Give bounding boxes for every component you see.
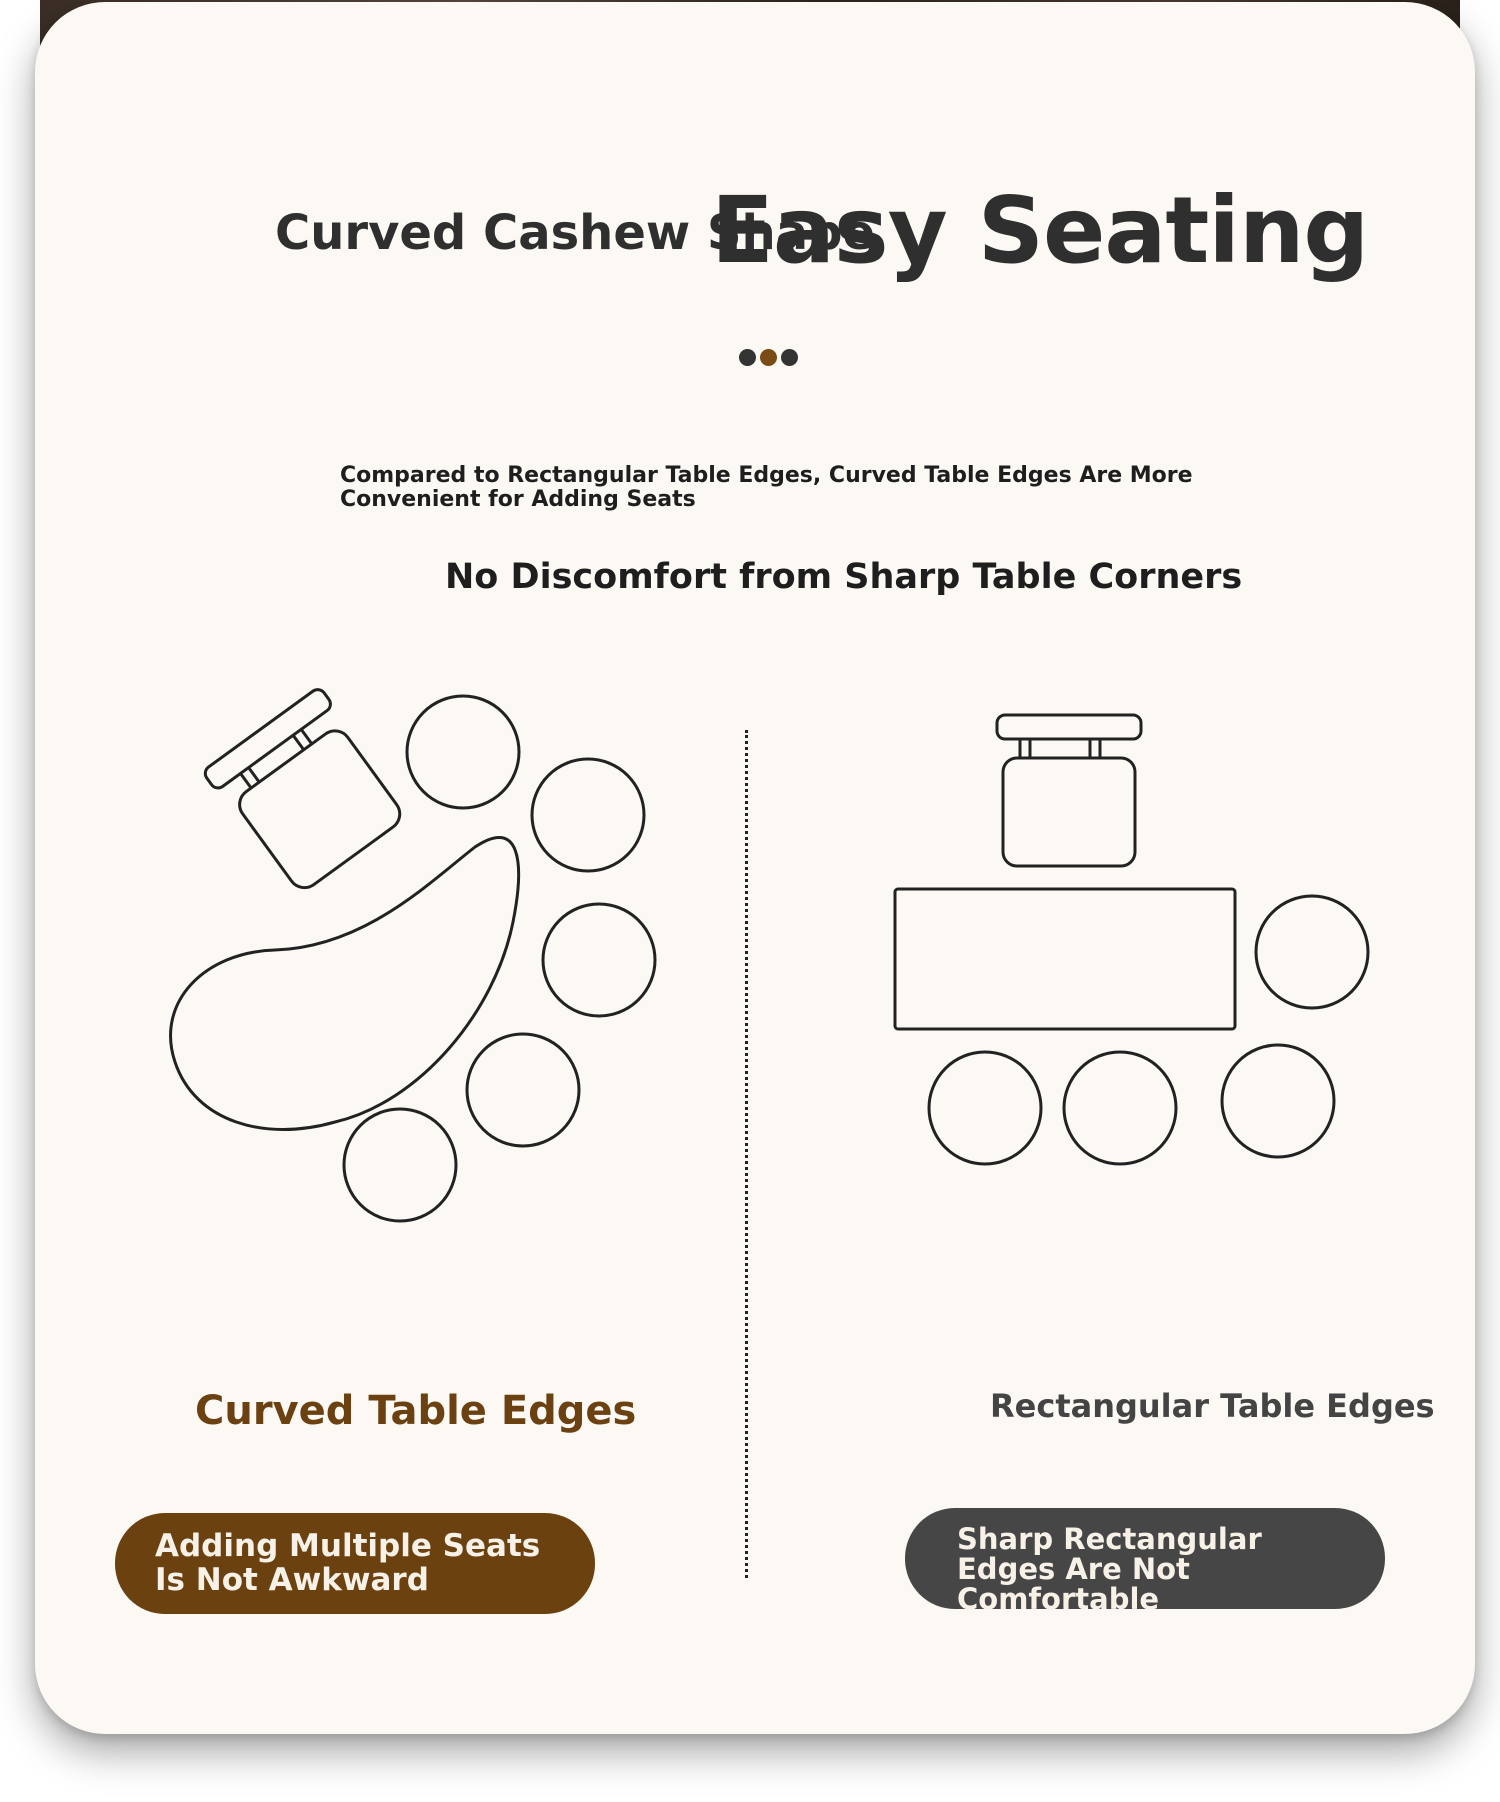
rectangular-table-diagram [895, 715, 1368, 1164]
curved-benefit-text: Adding Multiple Seats Is Not Awkward [155, 1528, 541, 1598]
page-title: Easy Seating [711, 177, 1369, 284]
curved-table-diagram [171, 686, 655, 1221]
rectangular-edges-label: Rectangular Table Edges [990, 1387, 1435, 1425]
rectangular-table-icon [895, 889, 1235, 1029]
stool-icon [407, 696, 519, 808]
seating-diagrams [35, 2, 1475, 1734]
chair-icon [202, 686, 412, 898]
stool-icon [1256, 896, 1368, 1008]
stool-icon [467, 1034, 579, 1146]
stool-icon [929, 1052, 1041, 1164]
curved-edges-label: Curved Table Edges [195, 1388, 637, 1434]
stool-icon [344, 1109, 456, 1221]
stool-icon [1222, 1045, 1334, 1157]
feature-card [35, 2, 1475, 1734]
curved-benefit-pill [115, 1513, 595, 1614]
subtitle-curved-shape: Curved Cashew Shape [275, 205, 875, 261]
rectangular-drawback-text: Sharp Rectangular Edges Are Not Comfortable [957, 1522, 1262, 1616]
stool-icon [532, 759, 644, 871]
comfort-headline: No Discomfort from Sharp Table Corners [445, 557, 1243, 597]
stool-icon [543, 904, 655, 1016]
rectangular-drawback-pill [905, 1508, 1385, 1616]
comparison-description: Compared to Rectangular Table Edges, Curved Table Edges Are More Convenient for Adding Seats [340, 463, 1193, 512]
chair-icon [997, 715, 1141, 866]
stool-icon [1064, 1052, 1176, 1164]
